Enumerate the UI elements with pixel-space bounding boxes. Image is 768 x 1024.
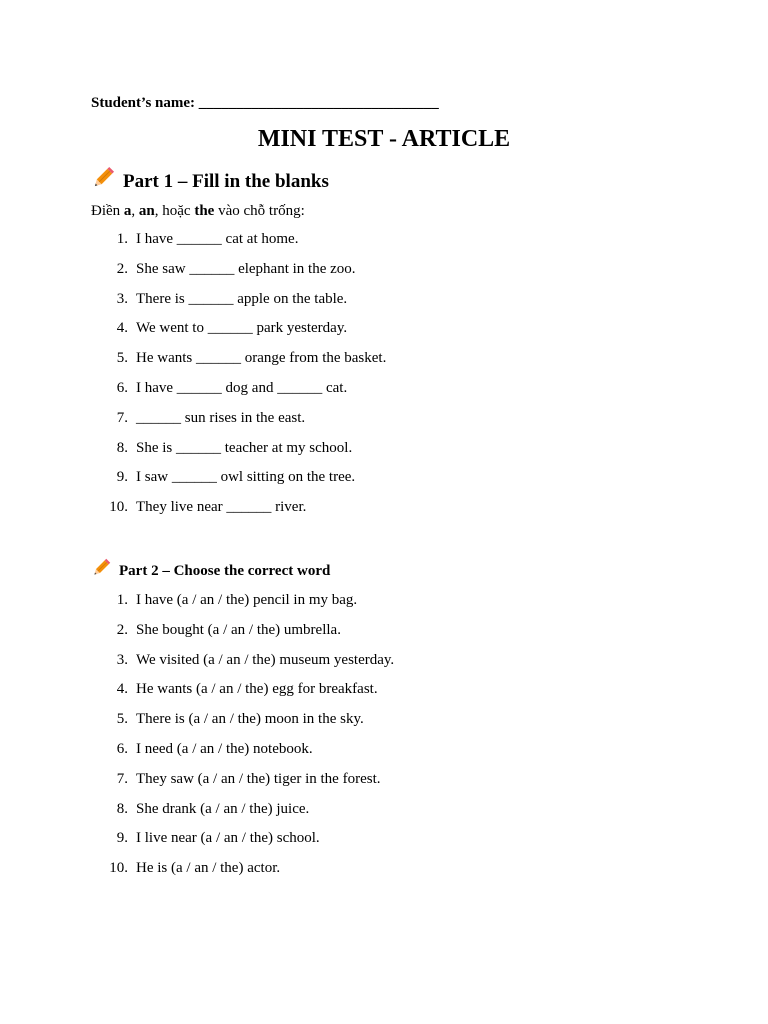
question-item [0, 438, 768, 468]
question-text: I have ______ dog and ______ cat. [136, 379, 348, 396]
instruction-article-an: an [138, 203, 155, 219]
question-number: 2. [116, 260, 128, 277]
part2-heading [92, 558, 330, 584]
instruction-text: Điền [91, 203, 124, 219]
instruction-article-a: a [123, 203, 132, 219]
question-item [0, 318, 768, 348]
question-item [0, 408, 768, 438]
pencil-icon [92, 166, 115, 197]
question-text: He is (a / an / the) actor. [136, 860, 281, 877]
question-number: 9. [116, 469, 128, 486]
question-text: We visited (a / an / the) museum yesterday. [136, 651, 395, 668]
question-text: There is ______ apple on the table. [136, 290, 348, 307]
question-text: I have ______ cat at home. [136, 231, 299, 247]
instruction-article-the: the [194, 203, 215, 219]
question-item [0, 259, 768, 289]
question-text: ______ sun rises in the east. [136, 409, 306, 426]
question-number: 4. [116, 681, 128, 698]
question-number: 9. [116, 830, 128, 847]
question-item [0, 828, 768, 858]
part1-instruction [91, 201, 305, 221]
question-number: 5. [116, 350, 128, 367]
question-number: 8. [116, 439, 128, 456]
question-item [0, 650, 768, 680]
question-text: She is ______ teacher at my school. [136, 439, 353, 456]
question-item [0, 590, 768, 620]
question-text: I saw ______ owl sitting on the tree. [136, 469, 356, 486]
question-number: 10. [109, 499, 128, 516]
question-text: There is (a / an / the) moon in the sky. [136, 711, 364, 728]
question-item [0, 348, 768, 378]
student-name-line: Student’s name: ________________________________ [91, 95, 439, 111]
question-text: We went to ______ park yesterday. [136, 320, 348, 337]
question-item [0, 467, 768, 497]
question-text: He wants (a / an / the) egg for breakfast. [136, 681, 378, 698]
question-item [0, 679, 768, 709]
question-number: 5. [116, 711, 128, 728]
question-item [0, 709, 768, 739]
question-number: 3. [116, 651, 128, 668]
part1-question-list [0, 229, 768, 527]
question-number: 2. [116, 621, 128, 638]
question-item [0, 858, 768, 888]
question-item [0, 769, 768, 799]
instruction-text: vào chỗ trống: [214, 203, 305, 219]
question-number: 1. [116, 592, 128, 608]
instruction-text: , [131, 203, 139, 219]
question-number: 10. [109, 860, 128, 877]
part1-heading-text: Part 1 – Fill in the blanks [123, 170, 329, 192]
part2-heading-text: Part 2 – Choose the correct word [119, 563, 331, 579]
question-text: He wants ______ orange from the basket. [136, 350, 387, 367]
question-item [0, 739, 768, 769]
question-item [0, 799, 768, 829]
instruction-text: , hoặc [154, 203, 195, 219]
question-item [0, 289, 768, 319]
question-item [0, 497, 768, 527]
question-item [0, 620, 768, 650]
question-text: I live near (a / an / the) school. [136, 830, 320, 847]
question-number: 1. [116, 231, 128, 247]
question-number: 7. [116, 770, 128, 787]
question-item [0, 378, 768, 408]
question-text: She saw ______ elephant in the zoo. [136, 260, 356, 277]
question-text: They saw (a / an / the) tiger in the forest. [136, 770, 381, 787]
question-number: 3. [116, 290, 128, 307]
question-number: 6. [116, 740, 128, 757]
question-number: 7. [116, 409, 128, 426]
question-text: I have (a / an / the) pencil in my bag. [136, 592, 358, 608]
question-text: She drank (a / an / the) juice. [136, 800, 310, 817]
part1-heading [92, 166, 329, 197]
question-number: 8. [116, 800, 128, 817]
question-item [0, 229, 768, 259]
pencil-icon [92, 558, 111, 584]
question-number: 6. [116, 379, 128, 396]
page-title: MINI TEST - ARTICLE [257, 126, 511, 152]
question-text: I need (a / an / the) notebook. [136, 740, 313, 757]
question-text: They live near ______ river. [136, 499, 307, 516]
part2-question-list [0, 590, 768, 888]
question-text: She bought (a / an / the) umbrella. [136, 621, 341, 638]
question-number: 4. [116, 320, 128, 337]
